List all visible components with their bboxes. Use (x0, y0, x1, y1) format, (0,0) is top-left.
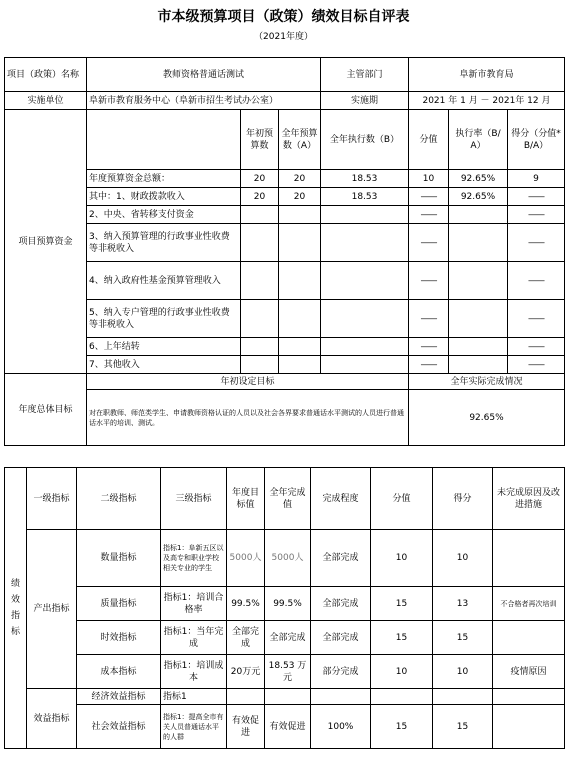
col-executed: 全年执行数（B） (321, 110, 409, 170)
header-reason: 未完成原因及改进措施 (493, 468, 565, 530)
budget-row: 2、中央、省转移支付资金 —— —— (5, 206, 565, 224)
annual-goal-label: 年度总体目标 (5, 374, 87, 446)
actual-goal-header: 全年实际完成情况 (409, 374, 565, 390)
initial-goal-text: 对在职教师、师范类学生、申请教师资格认证的人员以及社会各界要求普通话水平测试的人员进行普通话水平的培训、测试。 (87, 390, 409, 446)
output-indicator-label: 产出指标 (27, 530, 77, 689)
col-score-value: 分值 (409, 110, 449, 170)
project-name-label: 项目（政策）名称 (5, 58, 87, 92)
header-level2: 二级指标 (77, 468, 161, 530)
impl-unit-value: 阜新市教育服务中心（阜新市招生考试办公室） (87, 92, 321, 110)
header-annual-target: 年度目标值 (227, 468, 265, 530)
initial-goal-header: 年初设定目标 (87, 374, 409, 390)
project-name: 教师资格普通话测试 (87, 58, 321, 92)
budget-row: 3、纳入预算管理的行政事业性收费等非税收入 —— —— (5, 224, 565, 262)
dept-value: 阜新市教育局 (409, 58, 565, 92)
col-exec-rate: 执行率（B/A） (449, 110, 508, 170)
perf-row: 时效指标 指标1：当年完成 全部完成 全部完成 全部完成 15 15 (5, 621, 565, 655)
benefit-indicator-label: 效益指标 (27, 689, 77, 749)
dept-label: 主管部门 (321, 58, 409, 92)
perf-row: 成本指标 指标1：培训成本 20万元 18.53 万元 部分完成 10 10 疫情原因 (5, 655, 565, 689)
document-title: 市本级预算项目（政策）绩效目标自评表 (157, 9, 410, 25)
header-value: 分值 (371, 468, 433, 530)
perf-row: 效益指标 经济效益指标 指标1 (5, 689, 565, 705)
header-actual: 全年完成值 (265, 468, 311, 530)
document-subtitle: （2021年度） (254, 32, 313, 42)
budget-row: 其中：1、财政拨款收入 20 20 18.53 —— 92.65% —— (5, 188, 565, 206)
budget-row: 年度预算资金总额： 20 20 18.53 10 92.65% 9 (5, 170, 565, 188)
actual-goal-text: 92.65% (409, 390, 565, 446)
period-value: 2021 年 1 月 － 2021年 12 月 (409, 92, 565, 110)
performance-table (4, 467, 565, 749)
budget-row: 7、其他收入 —— —— (5, 356, 565, 374)
budget-section-label: 项目预算资金 (5, 110, 87, 374)
header-completion: 完成程度 (311, 468, 371, 530)
budget-row: 4、纳入政府性基金预算管理收入 —— —— (5, 262, 565, 300)
perf-side-label: 绩效指标 (5, 468, 27, 749)
budget-table (4, 57, 565, 446)
col-initial-budget: 年初预算数 (241, 110, 279, 170)
period-label: 实施期 (321, 92, 409, 110)
col-score: 得分（分值*B/A） (508, 110, 565, 170)
budget-row: 5、纳入专户管理的行政事业性收费等非税收入 —— —— (5, 300, 565, 338)
col-full-year-budget: 全年预算数（A） (279, 110, 321, 170)
impl-unit-label: 实施单位 (5, 92, 87, 110)
header-level3: 三级指标 (161, 468, 227, 530)
header-score: 得分 (433, 468, 493, 530)
header-level1: 一级指标 (27, 468, 77, 530)
perf-row: 产出指标 数量指标 指标1：阜新五区以及高专和职业学校相关专业的学生 5000人 5000人 全部完成 10 10 (5, 530, 565, 587)
budget-row: 6、上年结转 —— —— (5, 338, 565, 356)
perf-row: 质量指标 指标1：培训合格率 99.5% 99.5% 全部完成 15 13 不合格者再次培训 (5, 587, 565, 621)
perf-row: 社会效益指标 指标1：提高全市有关人员普通话水平的人群 有效促进 有效促进 100% 15 15 (5, 705, 565, 749)
